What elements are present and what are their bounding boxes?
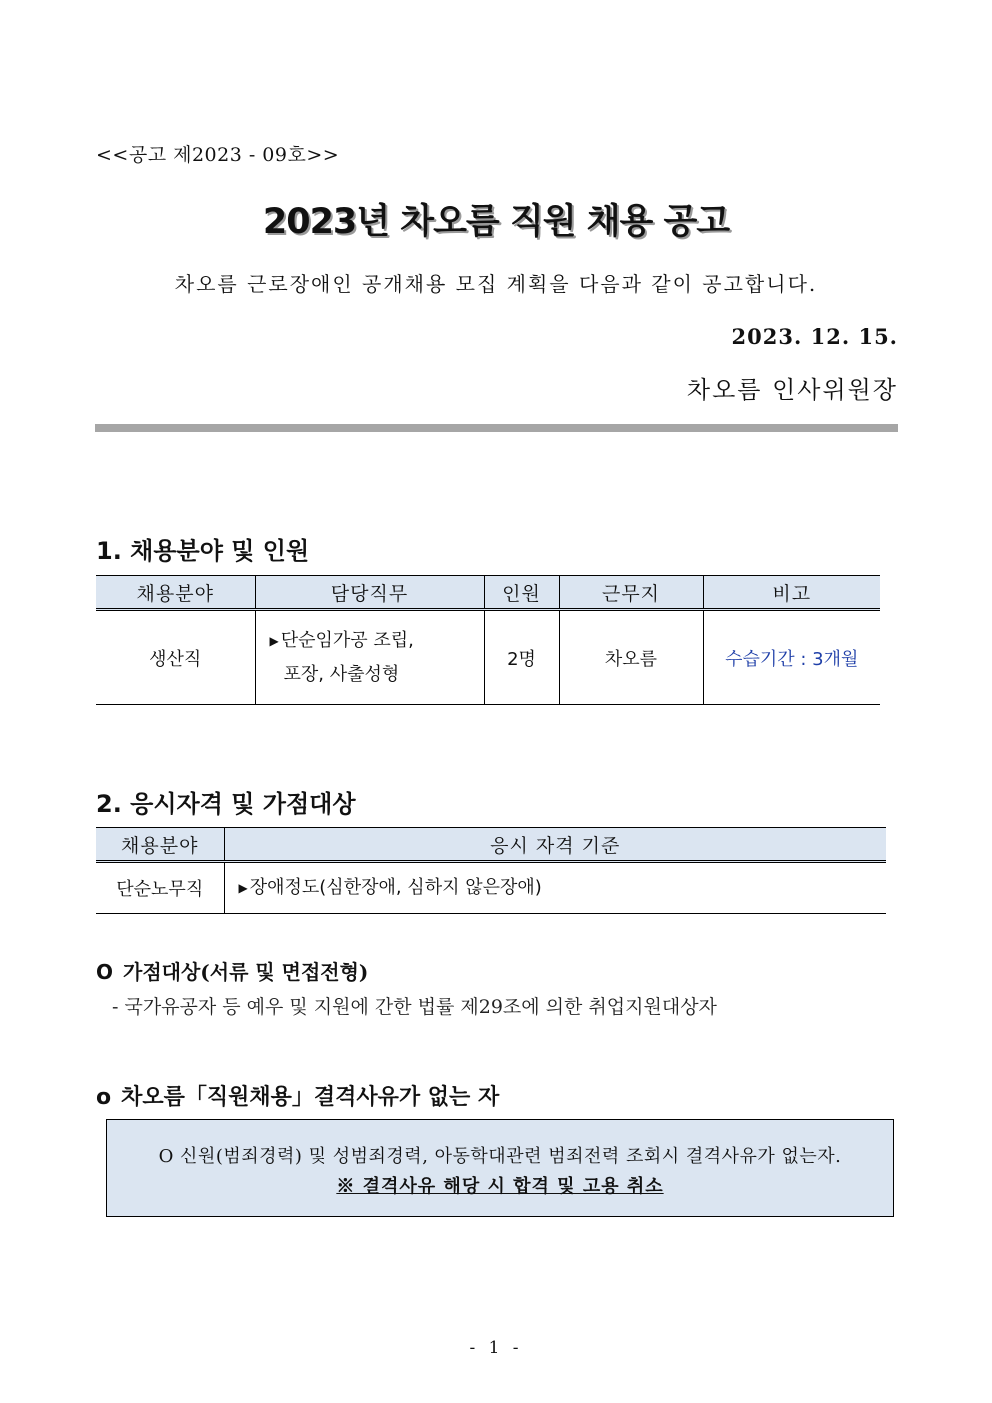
recruitment-table [96, 575, 880, 705]
header-divider [95, 424, 898, 432]
page-number: - 1 - [469, 1338, 523, 1358]
notice-number: <<공고 제2023 - 09호>> [96, 144, 340, 166]
col-header-field: 채용분야 [96, 828, 224, 862]
bonus-heading-text: 가점대상(서류 및 면접전형) [123, 960, 369, 984]
notice-date: 2023. 12. 15. [731, 324, 898, 349]
triangle-bullet-icon: ▶ [238, 881, 248, 895]
cell-field: 단순노무직 [96, 862, 224, 914]
col-header-duty: 담당직무 [255, 576, 484, 610]
cell-note: 수습기간 : 3개월 [703, 610, 880, 705]
table-row [96, 610, 880, 705]
page-title: 2023년 차오름 직원 채용 공고 [262, 202, 730, 242]
section2-heading: 2. 응시자격 및 가점대상 [96, 790, 356, 818]
cell-field: 생산직 [96, 610, 255, 705]
duty-line-2: 포장, 사출성형 [283, 663, 400, 685]
triangle-bullet-icon: ▶ [269, 633, 279, 648]
col-header-count: 인원 [484, 576, 559, 610]
disqualification-heading-text: 차오름「직원채용」결격사유가 없는 자 [121, 1084, 500, 1110]
col-header-note: 비고 [703, 576, 880, 610]
criteria-text: 장애정도(심한장애, 심하지 않은장애) [249, 877, 542, 898]
bonus-item: - 국가유공자 등 예우 및 지원에 간한 법률 제29조에 의한 취업지원대상자 [112, 996, 717, 1018]
table-header-row [96, 828, 886, 862]
col-header-field: 채용분야 [96, 576, 255, 610]
cell-criteria [224, 862, 886, 914]
section1-heading: 1. 채용분야 및 인원 [96, 537, 310, 565]
table-row [96, 862, 886, 914]
disqualification-box [106, 1119, 894, 1217]
issuer-name: 차오름 인사위원장 [686, 376, 898, 404]
cell-duty [255, 610, 484, 705]
cell-location: 차오름 [559, 610, 703, 705]
disqualification-detail: O 신원(범죄경력) 및 성범죄경력, 아동학대관련 범죄전력 조회시 결격사유가 없는자. [158, 1146, 842, 1167]
qualification-table [96, 827, 886, 914]
circle-bullet-icon: O [96, 960, 114, 984]
col-header-location: 근무지 [559, 576, 703, 610]
duty-line-1: 단순임가공 조립, [280, 629, 414, 651]
col-header-criteria: 응시 자격 기준 [224, 828, 886, 862]
table-header-row [96, 576, 880, 610]
circle-bullet-icon: o [96, 1085, 112, 1110]
intro-text: 차오름 근로장애인 공개채용 모집 계획을 다음과 같이 공고합니다. [174, 272, 818, 296]
cell-count: 2명 [484, 610, 559, 705]
disqualification-warning: ※ 결격사유 해당 시 합격 및 고용 취소 [336, 1176, 664, 1197]
disqualification-heading [96, 1080, 499, 1111]
bonus-heading [96, 956, 368, 985]
